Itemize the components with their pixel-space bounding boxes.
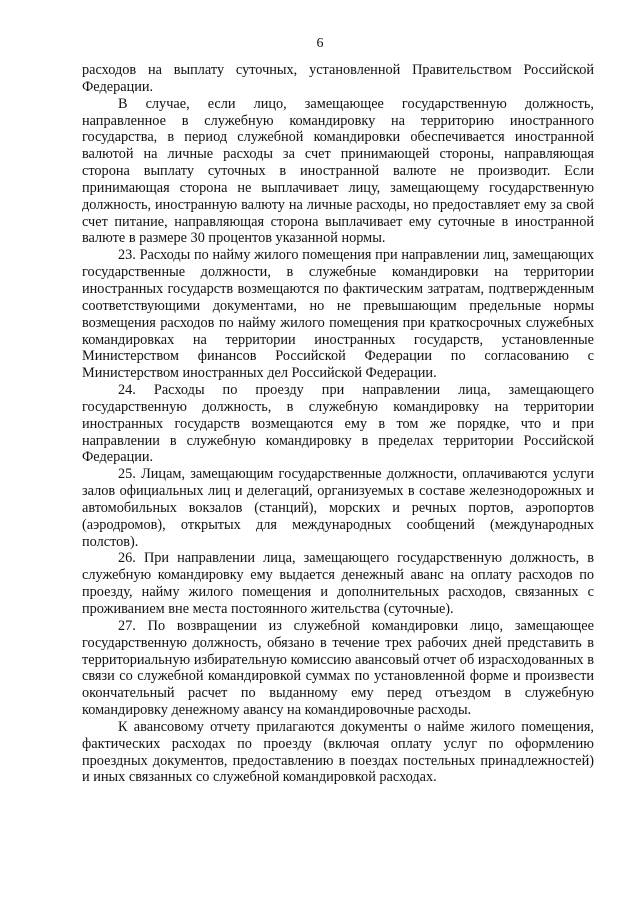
paragraph-foreign-currency: В случае, если лицо, замещающее государственную должность, направленное в служебную командировку на территорию иностранного государства, в период служебной командировки обеспечивается иностранной валютой на личные расходы за счет принимающей стороны, направляющая сторона выплату суточных в иностранной валюте не производит. Если принимающая сторона не выплачивает лицу, замещающему государственную должность, иностранную валюту на личные расходы, но предоставляет ему за свой счет питание, направляющая сторона выплачивает ему суточные в иностранной валюте в размере 30 процентов указанной нормы. [82,95,594,247]
paragraph-item-24: 24. Расходы по проезду при направлении лица, замещающего государственную должность, в служебную командировку на территории иностранных государств возмещаются ему в том же порядке, что и при направлении в служебную командировку в пределах территории Российской Федерации. [82,382,594,466]
page-number: 6 [316,36,324,51]
paragraph-continuation: расходов на выплату суточных, установленной Правительством Российской Федерации. [82,62,594,95]
paragraph-item-26: 26. При направлении лица, замещающего государственную должность, в служебную командировку ему выдается денежный аванс на оплату расходов по проезду, найму жилого помещения и дополнительных расходов, связанных с проживанием вне места постоянного жительства (суточные). [82,550,594,617]
document-body [82,62,594,786]
paragraph-item-23: 23. Расходы по найму жилого помещения при направлении лиц, замещающих государственные должности, в служебные командировки на территории иностранных государств возмещаются по фактическим затратам, подтвержденным соответствующими документами, но не превышающим предельные нормы возмещения расходов по найму жилого помещения при краткосрочных служебных командировках на территории иностранных государств, установленные Министерством финансов Российской Федерации по согласованию с Министерством иностранных дел Российской Федерации. [82,247,594,382]
paragraph-advance-report: К авансовому отчету прилагаются документы о найме жилого помещения, фактических расходах по проезду (включая оплату услуг по оформлению проездных документов, предоставлению в поездах постельных принадлежностей) и иных связанных со служебной командировкой расходах. [82,718,594,786]
paragraph-item-25: 25. Лицам, замещающим государственные должности, оплачиваются услуги залов официальных лиц и делегаций, организуемых в составе железнодорожных и автомобильных вокзалов (станций), морских и речных портов, аэропортов (аэродромов), открытых для международных сообщений (международных полстов). [82,466,594,550]
paragraph-item-27: 27. По возвращении из служебной командировки лицо, замещающее государственную должность, обязано в течение трех рабочих дней представить в территориальную избирательную комиссию авансовый отчет об израсходованных в связи со служебной командировкой суммах по установленной форме и произвести окончательный расчет по выданному ему перед отъездом в служебную командировку денежному авансу на командировочные расходы. [82,617,594,719]
